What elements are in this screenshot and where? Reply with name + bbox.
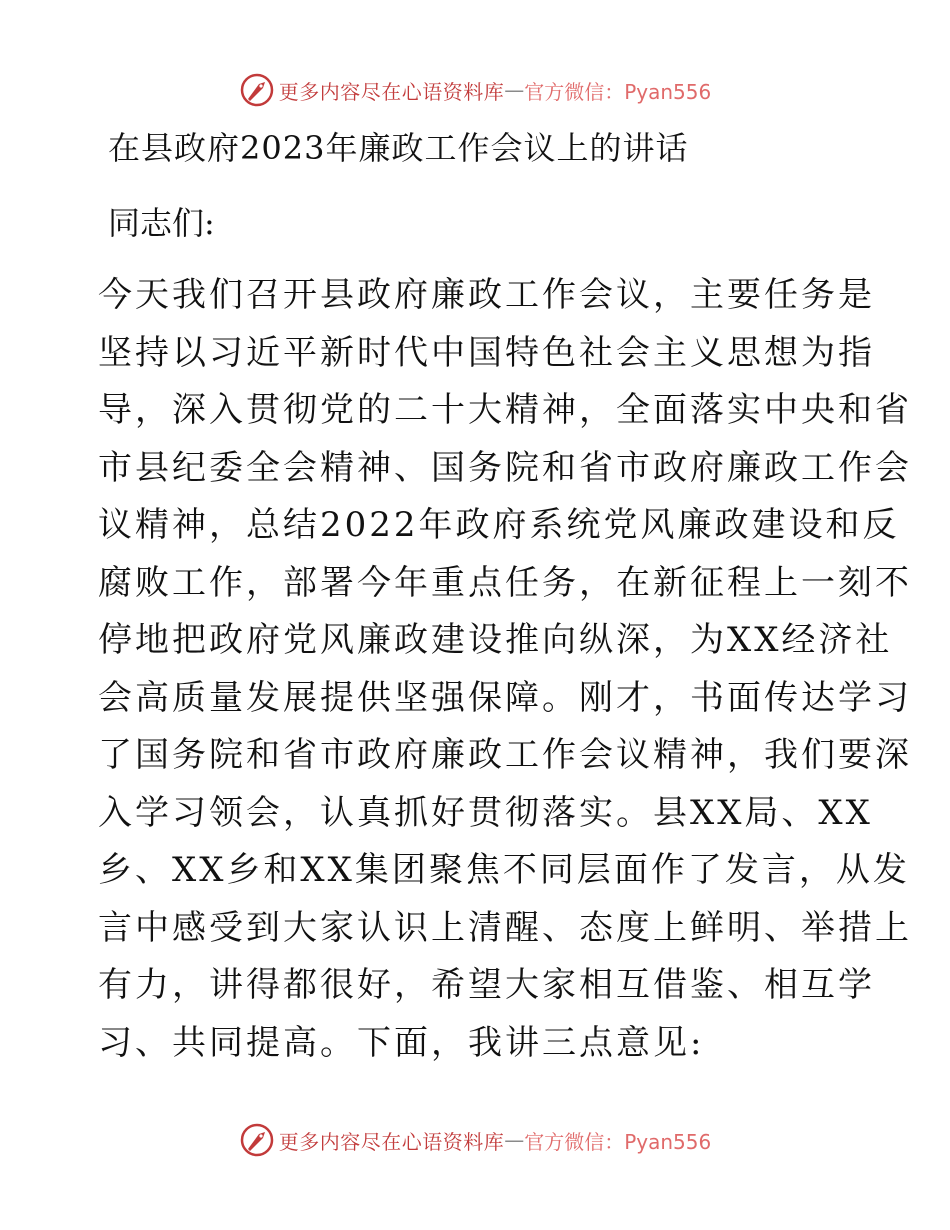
body-line: 乡、XX乡和XX集团聚焦不同层面作了发言，从发: [98, 850, 910, 890]
footer-contact: 官方微信：Pyan556: [524, 1129, 712, 1154]
body-line: 会高质量发展提供坚强保障。刚才，书面传达学习: [98, 677, 912, 718]
header-watermark-banner: [0, 68, 950, 112]
footer-slogan: 更多内容尽在心语资料库: [278, 1129, 505, 1154]
body-line: 有力，讲得都很好，希望大家相互借鉴、相互学: [98, 965, 875, 1005]
body-line: 言中感受到大家认识上清醒、态度上鲜明、举措上: [98, 907, 912, 948]
body-line: 停地把政府党风廉政建设推向纵深，为XX经济社: [98, 620, 893, 660]
body-line: 入学习领会，认真抓好贯彻落实。县XX局、XX: [98, 792, 873, 833]
body-line: 今天我们召开县政府廉政工作会议，主要任务是: [98, 275, 875, 315]
header-contact: 官方微信：Pyan556: [524, 79, 712, 104]
body-line: 导，深入贯彻党的二十大精神，全面落实中央和省: [98, 390, 912, 430]
header-separator: —: [504, 78, 525, 102]
footer-watermark-banner: [0, 1118, 950, 1162]
body-line: 议精神，总结2022年政府系统党风廉政建设和反: [98, 505, 900, 545]
body-paragraph: [98, 267, 912, 1072]
body-line: 腐败工作，部署今年重点任务，在新征程上一刻不: [98, 562, 912, 603]
footer-separator: —: [504, 1128, 525, 1152]
pen-nib-logo-icon: [239, 1122, 275, 1158]
body-line: 坚持以习近平新时代中国特色社会主义思想为指: [98, 332, 875, 373]
body-line: 习、共同提高。下面，我讲三点意见:: [98, 1022, 705, 1063]
salutation: 同志们:: [108, 204, 215, 242]
document-title: 在县政府2023年廉政工作会议上的讲话: [108, 129, 689, 167]
body-line: 市县纪委全会精神、国务院和省市政府廉政工作会: [98, 447, 912, 488]
body-line: 了国务院和省市政府廉政工作会议精神，我们要深: [98, 735, 912, 775]
header-slogan: 更多内容尽在心语资料库: [278, 79, 505, 104]
pen-nib-logo-icon: [239, 72, 275, 108]
